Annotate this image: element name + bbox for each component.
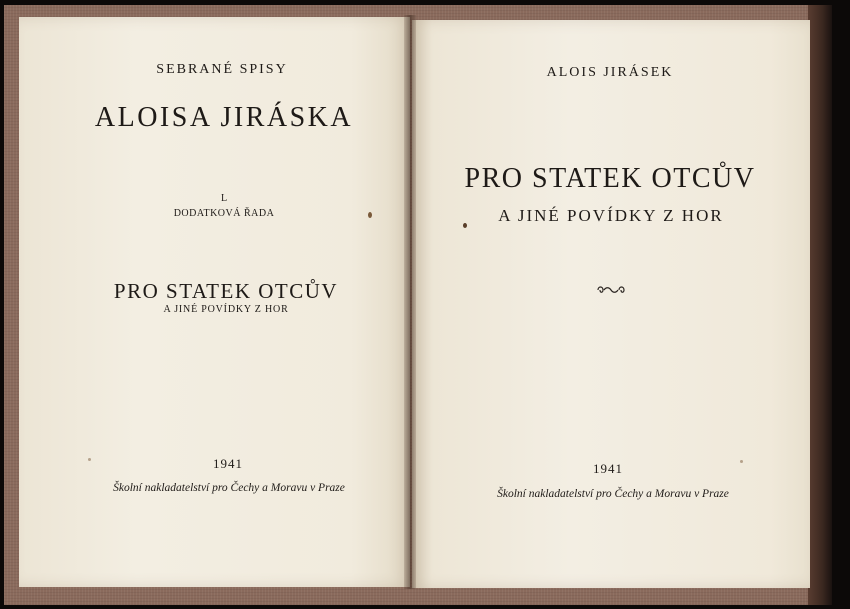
author-genitive: ALOISA JIRÁSKA (94, 102, 354, 133)
right-page (412, 20, 810, 588)
right-title: PRO STATEK OTCŮV (464, 163, 756, 194)
left-publisher: Školní nakladatelství pro Čechy a Moravu v Praze (113, 482, 345, 494)
paper-speck (88, 458, 91, 461)
book-gutter (404, 15, 416, 589)
left-subtitle: A JINÉ POVÍDKY Z HOR (163, 304, 289, 315)
right-year: 1941 (593, 461, 623, 476)
paper-speck (463, 223, 467, 228)
right-author: ALOIS JIRÁSEK (546, 65, 674, 80)
left-year: 1941 (213, 456, 243, 471)
series-label: SEBRANÉ SPISY (156, 62, 288, 77)
series-subtitle: DODATKOVÁ ŘADA (173, 208, 275, 219)
paper-speck (368, 212, 372, 218)
volume-number: L (220, 193, 228, 204)
right-publisher: Školní nakladatelství pro Čechy a Moravu v Praze (497, 488, 729, 500)
paper-speck (740, 460, 743, 463)
left-title: PRO STATEK OTCŮV (113, 279, 339, 303)
scroll-ornament-icon (596, 285, 626, 295)
right-subtitle: A JINÉ POVÍDKY Z HOR (498, 206, 724, 225)
book-cover-edge (808, 5, 832, 605)
